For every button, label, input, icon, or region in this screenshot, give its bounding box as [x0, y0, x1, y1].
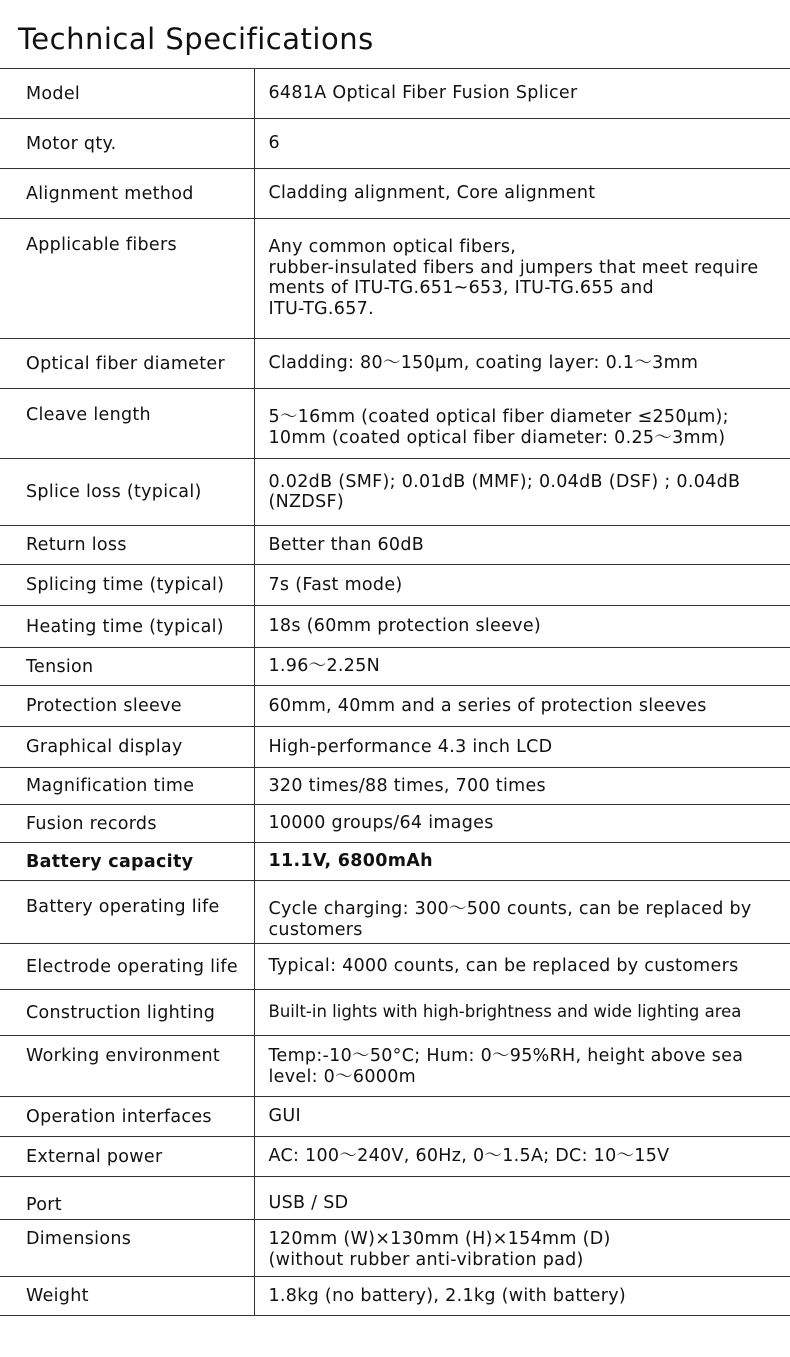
spec-value: Any common optical fibers, rubber-insulated fibers and jumpers that meet require ments of ITU-TG.651~653, ITU-TG.655 and ITU-TG.657. [268, 237, 759, 319]
spec-row-construction-lighting [0, 990, 790, 1036]
spec-label: Construction lighting [0, 990, 254, 1036]
spec-value: 5～16mm (coated optical fiber diameter ≤250μm); 10mm (coated optical fiber diameter: 0.25～3mm) [268, 407, 729, 448]
specifications-table [0, 68, 790, 1316]
spec-row-splicing-time [0, 565, 790, 606]
spec-label: Optical fiber diameter [0, 339, 254, 389]
spec-label: Operation interfaces [0, 1097, 254, 1137]
spec-value: Temp:-10～50°C; Hum: 0～95%RH, height above sea level: 0～6000m [268, 1046, 744, 1087]
spec-row-applicable-fibers [0, 219, 790, 339]
spec-value: 1.8kg (no battery), 2.1kg (with battery) [268, 1285, 627, 1306]
spec-value: 10000 groups/64 images [268, 813, 494, 834]
spec-value: 60mm, 40mm and a series of protection sleeves [268, 695, 707, 716]
spec-label: Motor qty. [0, 119, 254, 169]
spec-label: Battery operating life [0, 881, 254, 944]
spec-label: Dimensions [0, 1220, 254, 1277]
spec-row-cleave-length [0, 389, 790, 459]
spec-label: Heating time (typical) [0, 606, 254, 648]
spec-row-optical-fiber-diameter [0, 339, 790, 389]
spec-label: Electrode operating life [0, 944, 254, 990]
spec-label: Graphical display [0, 727, 254, 768]
spec-value: 6481A Optical Fiber Fusion Splicer [268, 83, 578, 104]
spec-label: Magnification time [0, 768, 254, 805]
spec-value: High-performance 4.3 inch LCD [268, 736, 553, 757]
spec-row-splice-loss [0, 459, 790, 526]
spec-row-working-environment [0, 1036, 790, 1097]
spec-row-battery-operating-life [0, 881, 790, 944]
spec-label: External power [0, 1137, 254, 1177]
spec-value: Cladding: 80～150μm, coating layer: 0.1～3mm [268, 353, 699, 374]
spec-row-return-loss [0, 526, 790, 565]
spec-label: Splicing time (typical) [0, 565, 254, 606]
spec-value: 120mm (W)×130mm (H)×154mm (D) (without rubber anti-vibration pad) [268, 1229, 611, 1270]
spec-value: Cladding alignment, Core alignment [268, 183, 596, 204]
spec-row-magnification-time [0, 768, 790, 805]
spec-row-protection-sleeve [0, 686, 790, 727]
spec-value: GUI [268, 1106, 301, 1127]
spec-value: 18s (60mm protection sleeve) [268, 616, 542, 637]
spec-value: Cycle charging: 300～500 counts, can be replaced by customers [268, 899, 752, 940]
spec-row-port [0, 1177, 790, 1220]
spec-row-battery-capacity [0, 843, 790, 881]
spec-row-alignment-method [0, 169, 790, 219]
spec-label: Cleave length [0, 389, 254, 459]
spec-label: Applicable fibers [0, 219, 254, 339]
spec-row-model [0, 69, 790, 119]
spec-row-graphical-display [0, 727, 790, 768]
spec-value: 7s (Fast mode) [268, 574, 403, 595]
spec-row-electrode-operating-life [0, 944, 790, 990]
page-title: Technical Specifications [18, 22, 374, 56]
spec-value: 0.02dB (SMF); 0.01dB (MMF); 0.04dB (DSF) ; 0.04dB (NZDSF) [268, 471, 741, 512]
spec-row-weight [0, 1277, 790, 1316]
spec-value: Typical: 4000 counts, can be replaced by customers [268, 956, 739, 977]
spec-label: Fusion records [0, 805, 254, 843]
spec-row-motor-qty [0, 119, 790, 169]
spec-label: Weight [0, 1277, 254, 1316]
spec-value: 11.1V, 6800mAh [268, 851, 433, 872]
spec-row-dimensions [0, 1220, 790, 1277]
spec-row-heating-time [0, 606, 790, 648]
spec-row-operation-interfaces [0, 1097, 790, 1137]
spec-row-fusion-records [0, 805, 790, 843]
spec-value: Better than 60dB [268, 534, 425, 555]
spec-label: Model [0, 69, 254, 119]
spec-value: 6 [268, 133, 280, 154]
spec-value: 320 times/88 times, 700 times [268, 775, 546, 796]
spec-label: Tension [0, 648, 254, 686]
spec-value: AC: 100～240V, 60Hz, 0～1.5A; DC: 10～15V [268, 1146, 670, 1167]
spec-label: Protection sleeve [0, 686, 254, 727]
spec-label: Battery capacity [0, 843, 254, 881]
spec-row-external-power [0, 1137, 790, 1177]
spec-value: Built-in lights with high-brightness and wide lighting area [268, 1002, 742, 1022]
spec-label: Working environment [0, 1036, 254, 1097]
spec-value: USB / SD [268, 1192, 349, 1213]
spec-label: Return loss [0, 526, 254, 565]
spec-label: Port [0, 1177, 254, 1220]
spec-label: Splice loss (typical) [0, 459, 254, 526]
spec-label: Alignment method [0, 169, 254, 219]
spec-value: 1.96～2.25N [268, 656, 381, 677]
spec-row-tension [0, 648, 790, 686]
